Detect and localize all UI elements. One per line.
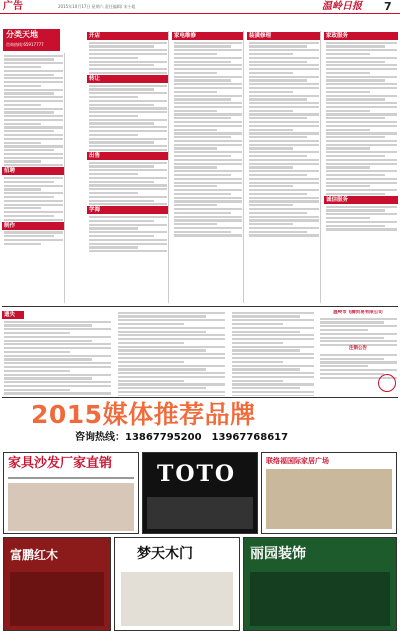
column-4 (247, 31, 321, 303)
company-name: 温岭市飞腾贸易有限公司 (333, 310, 383, 315)
lianluofu-image (266, 469, 392, 529)
ad-furniture-title: 家具沙发厂家直销 (4, 453, 138, 475)
newspaper-logo: 温岭日报 (322, 1, 362, 12)
liyuan-image (250, 572, 390, 626)
page-header (0, 0, 400, 14)
heading-appliance: 家电维修 (172, 32, 243, 40)
toto-photo (147, 497, 253, 529)
classified-banner (3, 29, 60, 51)
expo-phone: 咨询热线：13867795200 13967768617 (75, 432, 289, 443)
heading-open-shop: 开店 (87, 32, 168, 40)
expo-title: 2015媒体推荐品牌 (31, 400, 256, 429)
ad-mengtian[interactable] (114, 537, 240, 631)
sofa-image (8, 483, 134, 531)
page-number: 7 (384, 0, 392, 13)
section-name: 广告 (3, 1, 23, 12)
liyuan-title: 丽园装饰 (250, 546, 306, 562)
ad-toto[interactable] (142, 452, 258, 534)
ad-lianluofu[interactable] (261, 452, 397, 534)
ad-furniture[interactable] (3, 452, 139, 534)
classified-hotline: 咨询热线:65917777 (6, 42, 44, 47)
heading-lost: 遗失 (2, 311, 24, 319)
heading-sell: 出售 (87, 152, 168, 160)
classified-title: 分类天地 (6, 30, 38, 39)
ad-furniture-line (8, 477, 134, 479)
column-2 (87, 31, 169, 303)
heading-renovation: 装潢修理 (247, 32, 320, 40)
company-seal-icon (378, 374, 396, 392)
heading-transfer: 转让 (87, 75, 168, 83)
lost-notices-3 (230, 310, 315, 396)
heading-recruit: 招聘 (2, 167, 64, 175)
mengtian-title: 梦天木门 (137, 546, 193, 562)
ad-liyuan[interactable] (243, 537, 397, 631)
date-line: 2015年10月17日 星期六 责任编辑/ 宋小姐 (58, 4, 136, 9)
heading-make: 制作 (2, 222, 64, 230)
heading-housekeeping: 家政服务 (324, 32, 398, 40)
expo-banner (3, 398, 397, 450)
toto-logo: TOTO (157, 461, 237, 487)
lianluofu-title: 联络福国际家居广场 (266, 457, 329, 465)
heading-integrity: 诚信服务 (324, 196, 398, 204)
company-notice-title: 注销公告 (349, 346, 367, 352)
mengtian-image (121, 572, 233, 626)
ad-fupeng[interactable] (3, 537, 111, 631)
heading-study: 学海 (87, 206, 168, 214)
lost-notices (2, 310, 112, 396)
section-divider (2, 306, 398, 307)
fupeng-image (10, 572, 104, 626)
column-1 (2, 53, 65, 303)
fupeng-title: 富鹏红木 (10, 548, 59, 562)
lost-notices-2 (116, 310, 226, 396)
column-3 (172, 31, 244, 303)
column-5 (324, 31, 398, 303)
